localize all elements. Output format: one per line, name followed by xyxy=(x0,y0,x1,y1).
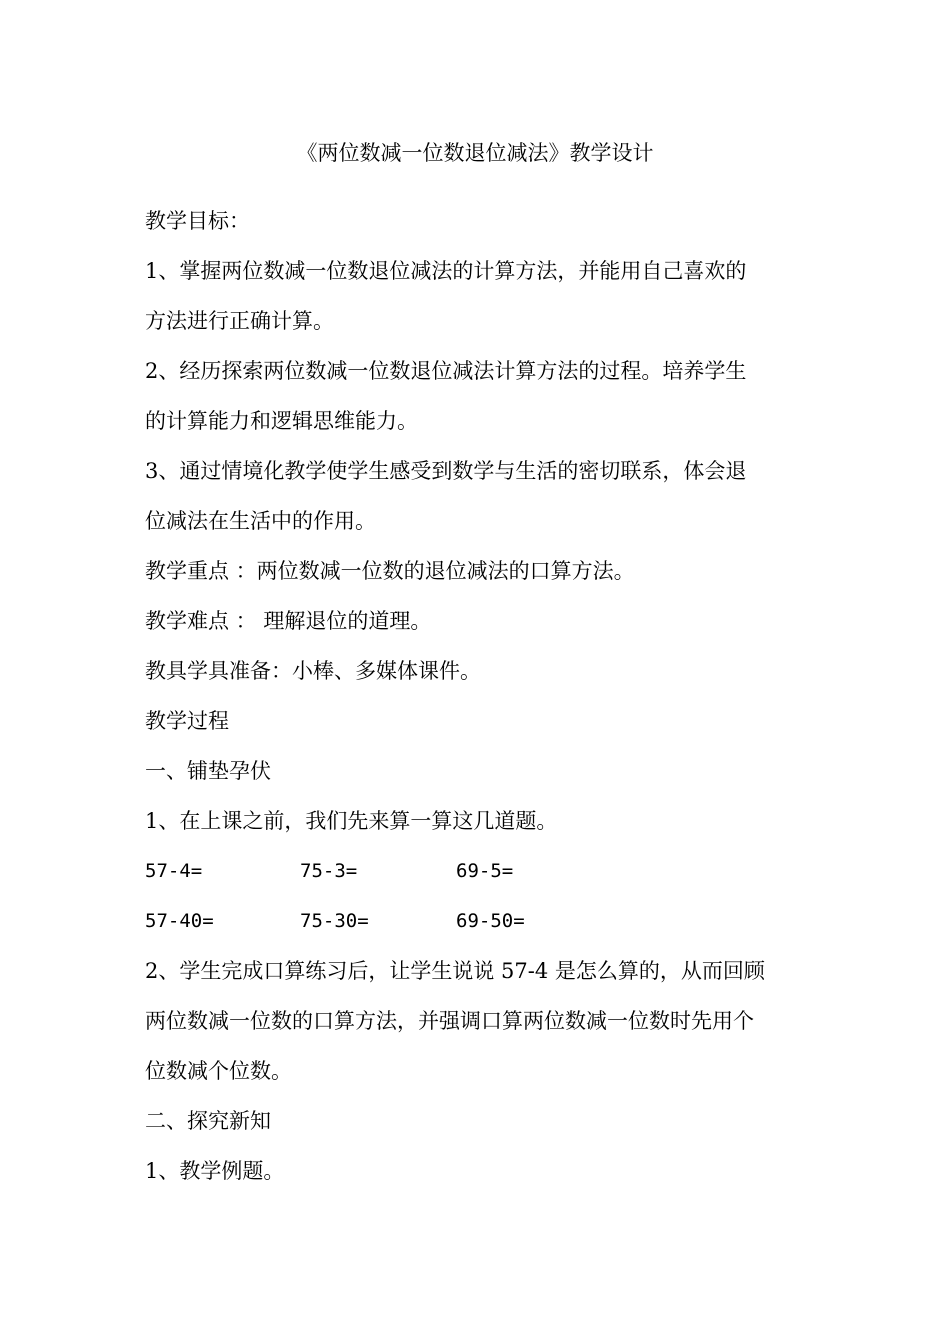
equation: 75-30= xyxy=(300,910,369,932)
equation: 57-40= xyxy=(145,910,214,932)
section-heading-part-1: 一、铺垫孕伏 xyxy=(145,759,271,783)
section-heading-process: 教学过程 xyxy=(145,709,229,733)
objective-2-line-2: 的计算能力和逻辑思维能力。 xyxy=(145,409,418,433)
objective-1-line-2: 方法进行正确计算。 xyxy=(145,309,334,333)
example-heading: 1、教学例题。 xyxy=(145,1159,285,1183)
section-heading-part-2: 二、探究新知 xyxy=(145,1109,271,1133)
equation: 57-4= xyxy=(145,860,203,882)
step-2-line-3: 位数减个位数。 xyxy=(145,1059,292,1083)
step-2-line-1: 2、学生完成口算练习后，让学生说说 57-4 是怎么算的，从而回顾 xyxy=(145,959,765,983)
equation: 69-5= xyxy=(456,860,514,882)
document-title: 《两位数减一位数退位减法》教学设计 xyxy=(296,141,654,165)
teaching-materials: 教具学具准备：小棒、多媒体课件。 xyxy=(145,659,481,683)
equation-row-1 xyxy=(145,846,805,896)
document-body xyxy=(145,196,805,1196)
objective-3-line-2: 位减法在生活中的作用。 xyxy=(145,509,376,533)
equation: 75-3= xyxy=(300,860,358,882)
equation: 69-50= xyxy=(456,910,525,932)
section-heading-objectives: 教学目标： xyxy=(145,209,250,233)
objective-1-line-1: 1、掌握两位数减一位数退位减法的计算方法，并能用自己喜欢的 xyxy=(145,259,747,283)
step-1-intro: 1、在上课之前，我们先来算一算这几道题。 xyxy=(145,809,558,833)
teaching-difficulty: 教学难点 ： 理解退位的道理。 xyxy=(145,609,432,633)
objective-2-line-1: 2、经历探索两位数减一位数退位减法计算方法的过程。培养学生 xyxy=(145,359,747,383)
teaching-focus: 教学重点 ：两位数减一位数的退位减法的口算方法。 xyxy=(145,559,635,583)
equation-row-2 xyxy=(145,896,805,946)
objective-3-line-1: 3、通过情境化教学使学生感受到数学与生活的密切联系，体会退 xyxy=(145,459,747,483)
step-2-line-2: 两位数减一位数的口算方法，并强调口算两位数减一位数时先用个 xyxy=(145,1009,754,1033)
